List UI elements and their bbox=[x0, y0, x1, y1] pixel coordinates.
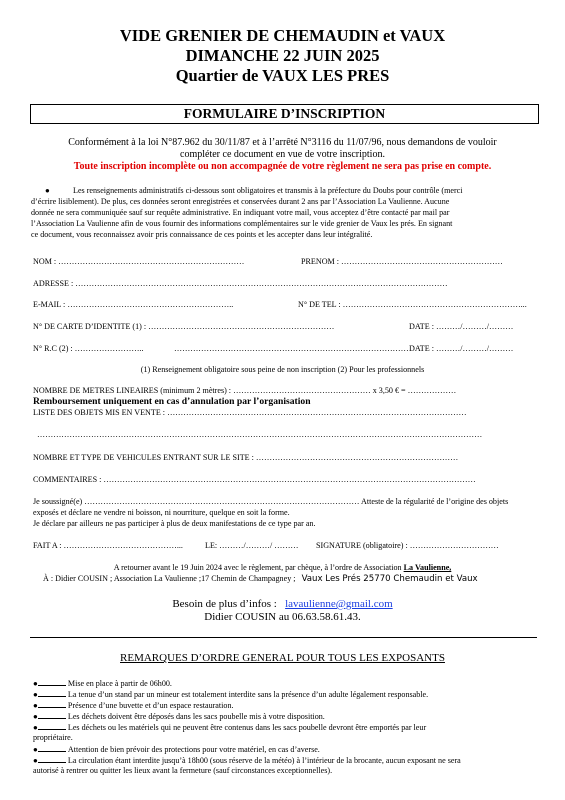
bullet-underline bbox=[38, 722, 66, 730]
remark-item bbox=[33, 722, 426, 733]
bullet-underline bbox=[38, 711, 66, 719]
incomplete-warning: Toute inscription incomplète ou non accompagnée de votre règlement ne sera pas prise en compte. bbox=[73, 161, 492, 172]
place-field[interactable]: FAIT A : ……………………………………... bbox=[33, 541, 183, 550]
bullet-icon: ● bbox=[33, 745, 38, 754]
remark-item bbox=[33, 744, 320, 755]
bullet-icon: ● bbox=[33, 690, 38, 699]
intro-line-2: compléter ce document en vue de votre inscription. bbox=[180, 149, 385, 160]
return-address bbox=[43, 574, 478, 584]
remark-text: Les déchets ou les matériels qui ne peuvent être contenus dans les sacs poubelle devront être emportés par leur bbox=[67, 723, 427, 732]
remark-continuation: autorisé à rentrer ou quitter les lieux avant la fermeture (sauf circonstances exceptionnelles). bbox=[33, 766, 333, 775]
intro-line-1: Conformément à la loi N°87.962 du 30/11/87 et à l’arrêté N°3116 du 11/07/96, nous demandons de vouloir bbox=[68, 137, 497, 148]
info-line bbox=[0, 598, 565, 611]
remark-text: Les déchets doivent être déposés dans les sacs poubelle mis à votre disposition. bbox=[67, 712, 325, 721]
attestation-line: Je déclare par ailleurs ne pas participer à plus de deux manifestations de ce type par an. bbox=[33, 519, 316, 528]
signature-date-field[interactable]: LE: ………/………/ ……… bbox=[205, 541, 299, 550]
info-label: Besoin de plus d’infos : bbox=[172, 598, 277, 610]
remark-text: La circulation étant interdite jusqu’à 18h00 (sous réserve de la météo) à l’intérieur de la brocante, aucun exposant ne sera bbox=[67, 756, 461, 765]
rc-field[interactable]: N° R.C (2) : …………………….. bbox=[33, 344, 144, 353]
signature-field[interactable]: SIGNATURE (obligatoire) : …………………………… bbox=[316, 541, 499, 550]
privacy-line: donnée ne sera communiquée sauf sur requête administrative. En indiquant votre mail, vous acceptez d’être contacté par mail par bbox=[31, 208, 450, 217]
bullet-underline bbox=[38, 755, 66, 763]
rc-dots[interactable]: …………………………………………………………………………… bbox=[174, 344, 409, 353]
comments-field[interactable]: COMMENTAIRES : ………………………………………………………………………………………………………………………… bbox=[33, 475, 476, 484]
privacy-line: d’écrire lisiblement). De plus, ces données seront enregistrées et conservées durant 2 ans par l’Association La Vaulienne. Aucune bbox=[31, 197, 450, 206]
contact-email-link[interactable]: lavaulienne@gmail.com bbox=[285, 598, 393, 610]
remark-item bbox=[33, 700, 234, 711]
bullet-icon: ● bbox=[33, 756, 38, 765]
vehicles-field[interactable]: NOMBRE ET TYPE DE VEHICULES ENTRANT SUR LE SITE : ………………………………………………………………… bbox=[33, 453, 459, 462]
remark-item bbox=[33, 689, 428, 700]
field-footnote: (1) Renseignement obligatoire sous peine de non inscription (2) Pour les professionnels bbox=[140, 365, 425, 374]
remark-text: Présence d’une buvette et d’un espace restauration. bbox=[67, 701, 234, 710]
date-field-2[interactable]: DATE : ………/………/……… bbox=[409, 344, 514, 353]
bullet-icon: ● bbox=[33, 712, 38, 721]
privacy-line: l’Association La Vaulienne afin de vous fournir des informations complémentaires sur le vide grenier de Vaux les prés. En signant bbox=[31, 219, 453, 228]
attestation-line[interactable]: Je soussigné(e) ………………………………………………………………………………………… Atteste de la régularité de l’origine des objets bbox=[33, 497, 509, 506]
return-address-a: À : Didier COUSIN ; Association La Vaulienne ;17 Chemin de Champagney ; bbox=[43, 574, 296, 583]
privacy-line: ce document, vous reconnaissez avoir pris connaissance de ces points et les accepter dans leur intégralité. bbox=[31, 230, 373, 239]
attestation-line: exposés et déclare ne vendre ni boisson, ni nourriture, quelque en soit la forme. bbox=[33, 508, 290, 517]
meters-field[interactable]: NOMBRE DE METRES LINEAIRES (minimum 2 mètres) : …………………………………………… x 3,50 € = ……………… bbox=[33, 386, 457, 395]
divider bbox=[30, 637, 537, 638]
refund-note: Remboursement uniquement en cas d’annulation par l’organisation bbox=[33, 396, 311, 407]
bullet-underline bbox=[38, 700, 66, 708]
remark-continuation: propriétaire. bbox=[33, 733, 73, 742]
bullet-underline bbox=[38, 689, 66, 697]
remark-item bbox=[33, 755, 461, 766]
remark-item bbox=[33, 678, 172, 689]
association-name: La Vaulienne, bbox=[403, 563, 452, 572]
contact-phone: Didier COUSIN au 06.63.58.61.43. bbox=[204, 611, 361, 623]
event-location: Quartier de VAUX LES PRES bbox=[175, 66, 390, 85]
remark-item bbox=[33, 711, 325, 722]
bullet-icon: ● bbox=[33, 679, 38, 688]
remark-text: Mise en place à partir de 06h00. bbox=[67, 679, 172, 688]
date-field-1[interactable]: DATE : ………/………/……… bbox=[409, 322, 514, 331]
adresse-field[interactable]: ADRESSE : ………………………………………………………………………………………………………………………… bbox=[33, 279, 448, 288]
tel-field[interactable]: N° DE TEL : …………………………………………………………... bbox=[298, 300, 527, 309]
bullet-icon: ● bbox=[33, 701, 38, 710]
items-list-continued[interactable]: ………………………………………………………………………………………………………………………………………………… bbox=[37, 430, 483, 439]
event-date: DIMANCHE 22 JUIN 2025 bbox=[185, 46, 380, 65]
id-card-field[interactable]: N° DE CARTE D’IDENTITE (1) : …………………………………………………………… bbox=[33, 322, 335, 331]
items-list-field[interactable]: LISTE DES OBJETS MIS EN VENTE : ………………………………………………………………………………………………… bbox=[33, 408, 467, 417]
return-text: A retourner avant le 19 Juin 2024 avec le règlement, par chèque, à l’ordre de Association bbox=[113, 563, 402, 572]
remarks-title: REMARQUES D’ORDRE GENERAL POUR TOUS LES EXPOSANTS bbox=[120, 652, 445, 664]
bullet-icon: ● bbox=[33, 723, 38, 732]
remark-text: La tenue d’un stand par un mineur est totalement interdite sans la présence d’un adulte légalement responsable. bbox=[67, 690, 429, 699]
bullet-icon: ● bbox=[45, 186, 50, 195]
return-instructions bbox=[0, 563, 565, 573]
event-title: VIDE GRENIER DE CHEMAUDIN et VAUX bbox=[119, 26, 446, 45]
return-address-b: Vaux Les Prés 25770 Chemaudin et Vaux bbox=[301, 574, 478, 584]
email-field[interactable]: E-MAIL : …………………………………………………….. bbox=[33, 300, 234, 309]
bullet-underline bbox=[38, 744, 66, 752]
bullet-underline bbox=[38, 678, 66, 686]
remark-text: Attention de bien prévoir des protections pour votre matériel, en cas d’averse. bbox=[67, 745, 320, 754]
nom-field[interactable]: NOM : …………………………………………………………… bbox=[33, 257, 245, 266]
privacy-line: Les renseignements administratifs ci-dessous sont obligatoires et transmis à la préfecture du Doubs pour contrôle (merci bbox=[73, 186, 463, 195]
prenom-field[interactable]: PRENOM : …………………………………………………… bbox=[301, 257, 503, 266]
form-title: FORMULAIRE D’INSCRIPTION bbox=[30, 104, 539, 124]
